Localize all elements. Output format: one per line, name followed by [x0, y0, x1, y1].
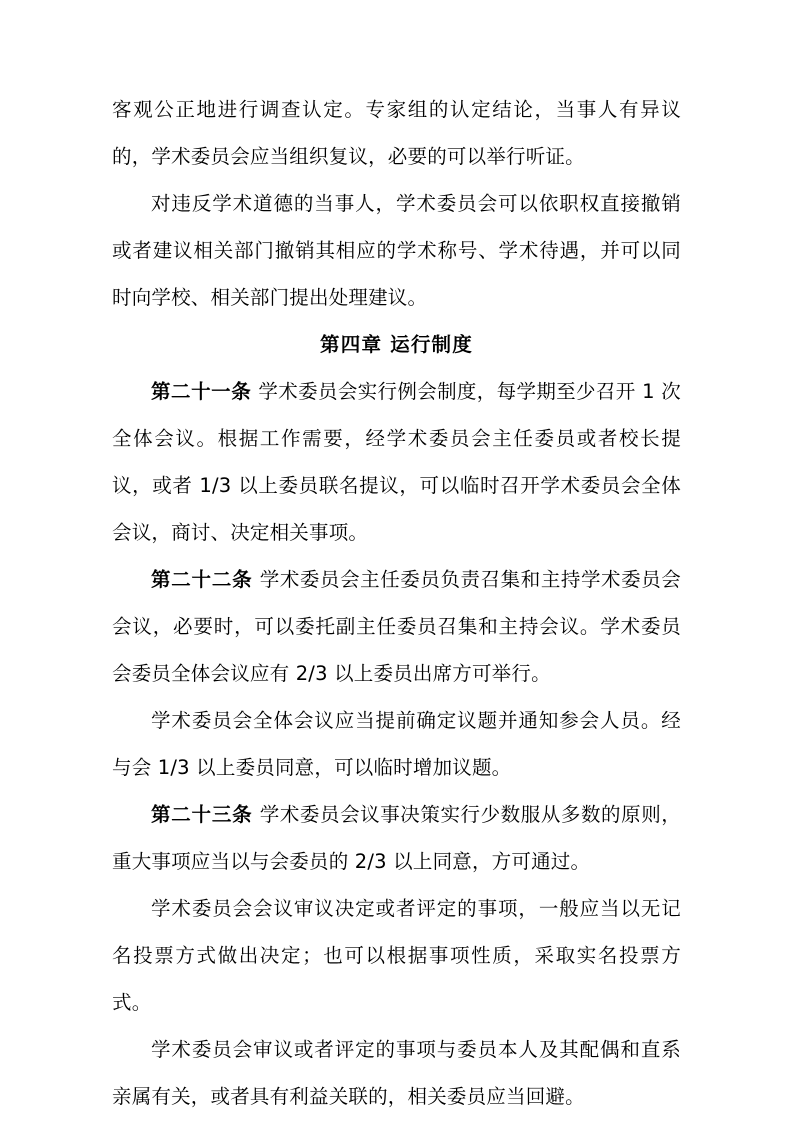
paragraph: 学术委员会会议审议决定或者评定的事项，一般应当以无记名投票方式做出决定；也可以根据事项性质，采取实名投票方式。 [112, 897, 681, 1014]
paragraph: 学术委员会全体会议应当提前确定议题并通知参会人员。经与会 1/3 以上委员同意，可以临时增加议题。 [112, 709, 681, 779]
article-text: 学术委员会实行例会制度，每学期至少召开 1 次全体会议。根据工作需要，经学术委员会主任委员或者校长提议，或者 1/3 以上委员联名提议，可以临时召开学术委员会全体会议，商讨、决定相关事项。 [112, 380, 681, 544]
article-number: 第二十三条 [151, 803, 253, 826]
article-number: 第二十二条 [151, 568, 253, 591]
article-text: 学术委员会议事决策实行少数服从多数的原则，重大事项应当以与会委员的 2/3 以上同意，方可通过。 [112, 803, 681, 873]
section-heading: 第四章 运行制度 [320, 333, 473, 356]
paragraph: 客观公正地进行调查认定。专家组的认定结论，当事人有异议的，学术委员会应当组织复议，必要的可以举行听证。 [112, 98, 681, 168]
article-text: 学术委员会主任委员负责召集和主持学术委员会会议，必要时，可以委托副主任委员召集和主持会议。学术委员会委员全体会议应有 2/3 以上委员出席方可举行。 [112, 568, 681, 685]
article-paragraph [112, 556, 681, 697]
document-body [112, 86, 681, 1120]
paragraph: 学术委员会审议或者评定的事项与委员本人及其配偶和直系亲属有关，或者具有利益关联的，相关委员应当回避。 [112, 1038, 681, 1108]
article-paragraph [112, 368, 681, 556]
article-number: 第二十一条 [151, 380, 252, 403]
paragraph: 对违反学术道德的当事人，学术委员会可以依职权直接撤销或者建议相关部门撤销其相应的学术称号、学术待遇，并可以同时向学校、相关部门提出处理建议。 [112, 192, 681, 309]
article-paragraph [112, 791, 681, 885]
